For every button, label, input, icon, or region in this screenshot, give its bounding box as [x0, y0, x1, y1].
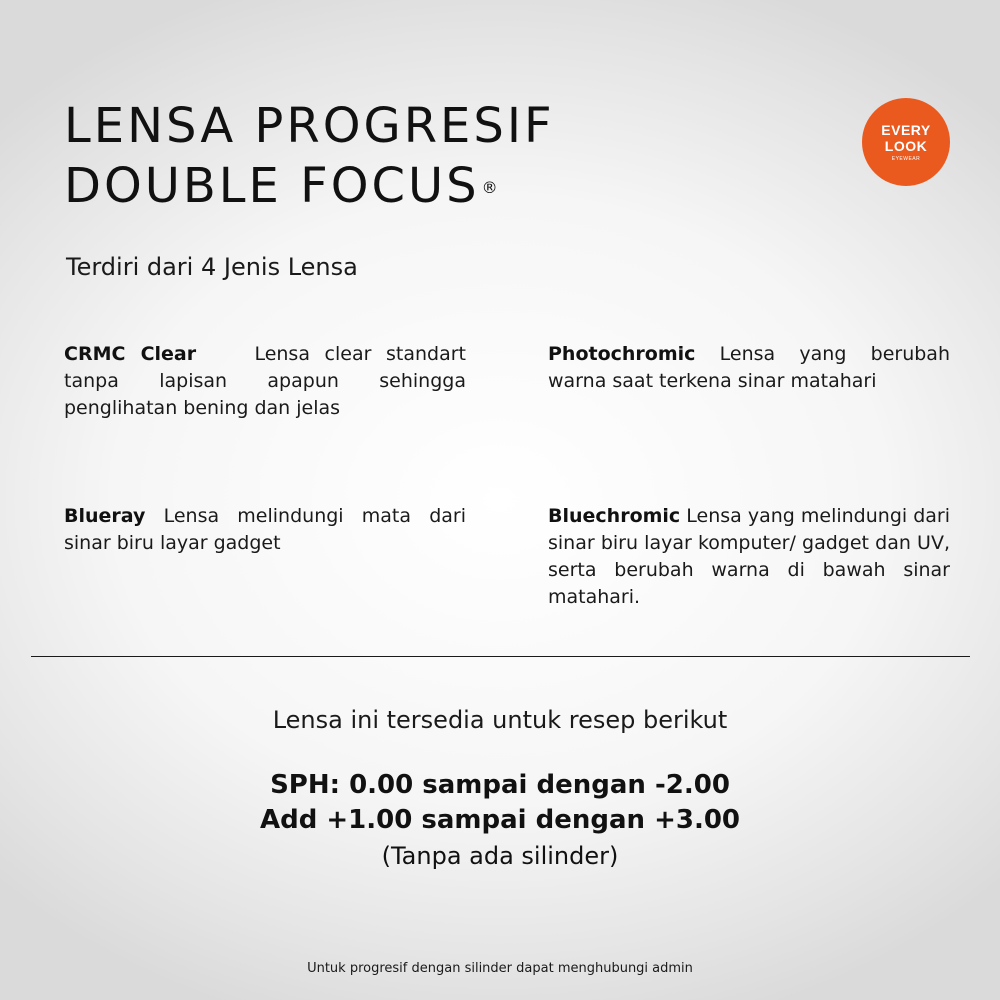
- section-divider: [31, 656, 970, 657]
- lens-photochromic: [548, 341, 950, 395]
- lens-description: Lensa clear standart tanpa lapisan apapun sehingga penglihatan bening dan jelas: [64, 343, 466, 419]
- prescription-intro: Lensa ini tersedia untuk resep berikut: [272, 706, 728, 734]
- title-line-2: [64, 156, 555, 216]
- title-line-1: LENSA PROGRESIF: [64, 98, 555, 154]
- lens-name: CRMC Clear: [64, 343, 197, 365]
- lens-name: Blueray: [64, 505, 146, 527]
- lens-bluechromic: [548, 503, 950, 611]
- brand-logo: [862, 98, 950, 186]
- lens-name: Photochromic: [548, 343, 696, 365]
- lens-description: Lensa yang melindungi dari sinar biru layar komputer/ gadget dan UV, serta berubah warna di bawah sinar matahari.: [548, 505, 950, 608]
- prescription-cylinder-note: (Tanpa ada silinder): [381, 842, 619, 870]
- footer-note: Untuk progresif dengan silinder dapat menghubungi admin: [307, 961, 693, 976]
- lens-name: Bluechromic: [548, 505, 681, 527]
- title-line-2-text: DOUBLE FOCUS: [64, 158, 480, 214]
- brand-logo-word-3: EYEWEAR: [891, 156, 921, 162]
- registered-mark: ®: [481, 178, 498, 197]
- lens-types-subtitle: Terdiri dari 4 Jenis Lensa: [66, 253, 358, 281]
- prescription-sph-range: SPH: 0.00 sampai dengan -2.00: [270, 770, 730, 800]
- lens-description: Lensa melindungi mata dari sinar biru layar gadget: [64, 505, 466, 554]
- page-title: [64, 96, 555, 216]
- lens-blueray: [64, 503, 466, 557]
- lens-crmc-clear: [64, 341, 466, 422]
- brand-logo-word-1: EVERY: [881, 122, 931, 138]
- prescription-add-range: Add +1.00 sampai dengan +3.00: [259, 805, 741, 835]
- brand-logo-word-2: LOOK: [884, 138, 928, 154]
- lens-description: Lensa yang berubah warna saat terkena sinar matahari: [548, 343, 950, 392]
